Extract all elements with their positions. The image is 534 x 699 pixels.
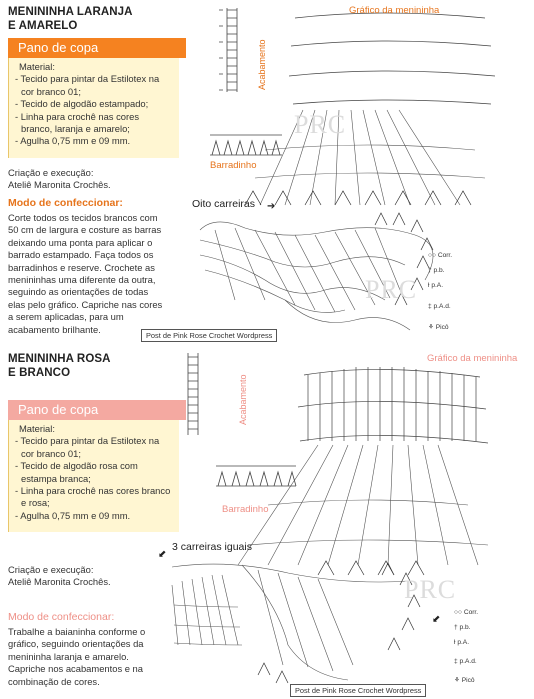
skirt-stitches <box>255 110 485 205</box>
treble-crochet-icon: ‡ <box>454 658 458 665</box>
rows-label-2: 3 carreiras iguais <box>172 541 252 553</box>
material-item: - Tecido de algodão rosa com <box>15 460 138 472</box>
finish-chart-2 <box>188 353 198 435</box>
materials-panel <box>8 58 179 158</box>
legend-item-sc: † p.b. <box>454 624 471 631</box>
legend-item-picot: ⚘ Picô <box>454 677 475 684</box>
arrow-icon: ⬋ <box>432 614 441 625</box>
stitch-legend <box>428 248 452 335</box>
materials-title: Material: <box>19 423 55 434</box>
material-item: cor branco 01; <box>21 447 81 459</box>
legend-item-sc: † p.b. <box>428 267 445 274</box>
method-title: Modo de confeccionar: <box>8 197 123 209</box>
material-item: - Tecido para pintar da Estilotex na <box>15 73 160 85</box>
material-item: estampa branca; <box>21 472 91 484</box>
method-text: Corte todos os tecidos brancos com 50 cm de largura e costure as barras deixando uma ponta para aplicar o barrado estampado. Faça todos os barradinhos e reserve. Crochete as menininhas uma diferente da outra, seguindo as orientações de todas elas pelo gráfico. Capriche nas cores a serem aplicadas, para um acabamento brilhante. <box>8 212 163 335</box>
credit-block-2: Criação e execução: Ateliê Maronita Crochês. <box>8 564 111 588</box>
crochet-chart-2 <box>168 345 534 699</box>
single-crochet-icon: † <box>454 624 458 631</box>
edging-label: Barradinho <box>210 160 257 171</box>
arrow-icon: ➔ <box>267 201 276 212</box>
arrow-icon: ⬋ <box>158 549 167 560</box>
bodice-stitches <box>289 13 495 104</box>
post-credit-label-2: Post de Pink Rose Crochet Wordpress <box>290 684 426 697</box>
picot-icon: ⚘ <box>428 324 434 331</box>
picot-icon: ⚘ <box>454 677 460 684</box>
materials-panel-2 <box>8 420 179 532</box>
chain-stitch-icon: ○○ <box>454 609 462 616</box>
watermark: PRC <box>294 110 347 139</box>
materials-title: Material: <box>19 61 55 72</box>
double-crochet-icon: ƚ <box>428 282 430 289</box>
material-item: - Linha para crochê nas cores <box>15 110 140 122</box>
lower-skirt-2 <box>172 564 408 680</box>
fan-row-3 <box>258 563 420 683</box>
watermark-2: PRC <box>365 275 418 304</box>
double-crochet-icon: ƚ <box>454 639 456 646</box>
material-item: branco, laranja e amarelo; <box>21 123 130 135</box>
material-item: - Tecido para pintar da Estilotex na <box>15 435 160 447</box>
legend-item-tr: ‡ p.A.d. <box>428 303 451 310</box>
method-text-2: Trabalhe a baianinha conforme o gráfico, seguindo orientações da menininha laranja e amarelo. Capriche nos acabamentos e na combinação de cores. <box>8 626 146 687</box>
materials-list <box>9 435 179 522</box>
method-title-2: Modo de confeccionar: <box>8 611 115 623</box>
rows-label: Oito carreiras <box>192 198 256 210</box>
post-credit-label: Post de Pink Rose Crochet Wordpress <box>141 329 277 342</box>
stitch-legend-2 <box>454 605 478 688</box>
finish-label-2: Acabamento <box>238 374 248 425</box>
finish-chart <box>219 8 237 92</box>
material-item: - Agulha 0,75 mm e 09 mm. <box>15 509 131 521</box>
material-item: - Linha para crochê nas cores branco <box>15 485 171 497</box>
legend-item-picot: ⚘ Picô <box>428 324 449 331</box>
pano-de-copa-bar: Pano de copa <box>8 38 186 58</box>
material-item: - Agulha 0,75 mm e 09 mm. <box>15 135 131 147</box>
watermark-3: PRC <box>404 575 457 604</box>
legend-item-tr: ‡ p.A.d. <box>454 658 477 665</box>
material-item: e rosa; <box>21 497 50 509</box>
materials-list <box>9 73 179 147</box>
edging-chart-2 <box>212 456 302 496</box>
chart-title: Gráfico da menininha <box>349 5 440 16</box>
pattern2-title: MENININHA ROSA E BRANCO <box>8 353 111 379</box>
crochet-chart-1 <box>185 0 534 345</box>
finish-label: Acabamento <box>257 39 267 90</box>
material-item: cor branco 01; <box>21 85 81 97</box>
scallop-row-1 <box>245 191 471 205</box>
legend-item-dc: ƚ p.A. <box>428 282 444 289</box>
scallop-row-2 <box>318 561 424 575</box>
single-crochet-icon: † <box>428 267 432 274</box>
chart-title-2: Gráfico da menininha <box>427 353 518 364</box>
credit-block: Criação e execução: Ateliê Maronita Crochês. <box>8 167 111 191</box>
edging-chart <box>206 125 286 163</box>
treble-crochet-icon: ‡ <box>428 303 432 310</box>
bodice-stitches-2 <box>298 367 488 443</box>
legend-item-dc: ƚ p.A. <box>454 639 470 646</box>
pattern1-title: MENININHA LARANJA E AMARELO <box>8 6 133 32</box>
chain-stitch-icon: ○○ <box>428 252 436 259</box>
legend-item-chain: ○○ Corr. <box>428 252 453 259</box>
legend-item-chain: ○○ Corr. <box>454 609 479 616</box>
edging-label-2: Barradinho <box>222 504 269 515</box>
pano-de-copa-bar-2: Pano de copa <box>8 400 186 420</box>
material-item: - Tecido de algodão estampado; <box>15 98 149 110</box>
